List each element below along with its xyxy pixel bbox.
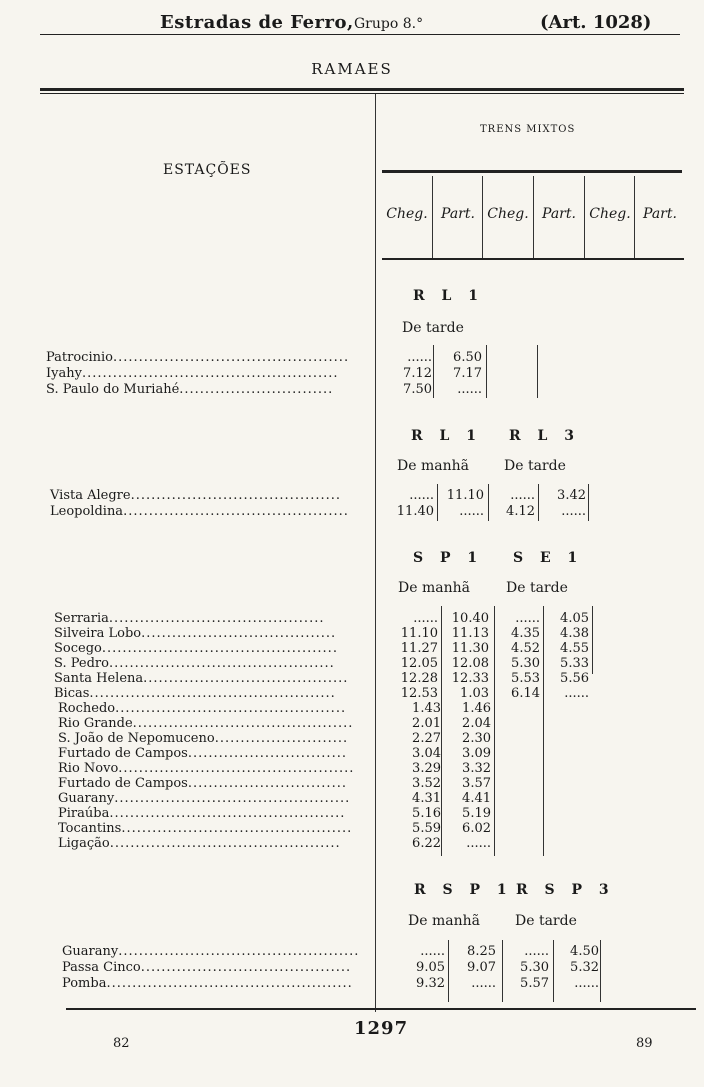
time-cell: 11.10 — [446, 488, 484, 503]
stations-divider — [375, 94, 376, 1012]
station-row — [62, 944, 359, 959]
column-divider — [634, 176, 635, 258]
time-cell: ...... — [407, 350, 432, 365]
leader-dots: ............................................ — [108, 656, 335, 671]
station-row — [58, 776, 347, 791]
time-cell: 4.50 — [570, 944, 599, 959]
station-name: Tocantins — [58, 821, 122, 836]
time-cell: 12.08 — [451, 656, 489, 671]
time-cell: 5.30 — [520, 960, 549, 975]
time-cell: 5.32 — [570, 960, 599, 975]
station-row — [58, 836, 341, 851]
station-row — [54, 641, 338, 656]
station-row — [46, 366, 339, 381]
time-cell: 3.29 — [412, 761, 441, 776]
column-divider — [432, 176, 433, 258]
station-row — [46, 350, 349, 365]
column-header-part-1: Part. — [441, 206, 475, 222]
time-cell: 5.33 — [560, 656, 589, 671]
time-cell: 7.17 — [453, 366, 482, 381]
leader-dots: .............................................. — [112, 350, 350, 365]
page-header — [0, 6, 704, 32]
leader-dots: .......................................... — [108, 611, 325, 626]
time-divider — [441, 606, 442, 856]
time-divider — [592, 606, 593, 674]
time-cell: 4.05 — [560, 611, 589, 626]
time-cell: 5.57 — [520, 976, 549, 991]
station-name: S. Pedro — [54, 656, 109, 671]
time-cell: 5.30 — [511, 656, 540, 671]
header-grupo: Grupo 8.° — [354, 16, 424, 32]
time-cell: 5.53 — [511, 671, 540, 686]
time-cell: 1.46 — [462, 701, 491, 716]
leader-dots: ............................................. — [115, 701, 347, 716]
header-title: Estradas de Ferro, — [160, 12, 354, 33]
station-name: Rochedo — [58, 701, 116, 716]
leader-dots: ............................... — [187, 746, 347, 761]
time-cell: 5.19 — [462, 806, 491, 821]
leader-dots: ................................................ — [89, 686, 336, 701]
time-divider — [538, 484, 539, 521]
time-cell: 4.31 — [412, 791, 441, 806]
train-period: De manhã — [398, 580, 470, 596]
time-cell: ...... — [524, 944, 549, 959]
time-cell: 6.14 — [511, 686, 540, 701]
train-period: De tarde — [515, 913, 577, 929]
time-cell: ...... — [574, 976, 599, 991]
leader-dots: ......................................... — [130, 488, 342, 503]
time-cell: 2.27 — [412, 731, 441, 746]
time-cell: 6.02 — [462, 821, 491, 836]
station-name: Serraria — [54, 611, 109, 626]
footer-right-number: 89 — [636, 1036, 653, 1051]
station-name: S. Paulo do Muriahé — [46, 382, 180, 397]
station-row — [54, 686, 336, 701]
stations-column-heading: ESTAÇÕES — [163, 162, 252, 178]
station-row — [54, 671, 348, 686]
leader-dots: .............................. — [179, 382, 334, 397]
station-row — [54, 626, 336, 641]
station-row — [58, 791, 350, 806]
header-rule — [40, 34, 680, 35]
station-row — [46, 382, 333, 397]
leader-dots: ........................................ — [143, 671, 349, 686]
column-divider — [482, 176, 483, 258]
train-period: De manhã — [397, 458, 469, 474]
time-cell: 12.33 — [451, 671, 489, 686]
leader-dots: .............................................. — [109, 806, 346, 821]
column-header-cheg-3: Cheg. — [589, 206, 631, 222]
leader-dots: ............................................. — [121, 821, 353, 836]
time-cell: 9.05 — [416, 960, 445, 975]
time-cell: 1.43 — [412, 701, 441, 716]
time-cell: ...... — [459, 504, 484, 519]
train-period: De tarde — [402, 320, 464, 336]
time-cell: 5.56 — [560, 671, 589, 686]
time-cell: 5.59 — [412, 821, 441, 836]
column-divider — [533, 176, 534, 258]
top-thin-rule — [40, 93, 684, 94]
train-code: S E 1 — [513, 550, 584, 566]
station-name: Leopoldina — [50, 504, 124, 519]
leader-dots: ............................................... — [118, 944, 360, 959]
column-header-part-2: Part. — [542, 206, 576, 222]
time-cell: 3.42 — [557, 488, 586, 503]
train-code: R L 1 — [413, 288, 484, 304]
station-name: Ligação — [58, 836, 110, 851]
leader-dots: .................................................. — [81, 366, 339, 381]
station-name: Vista Alegre — [50, 488, 131, 503]
time-cell: 11.10 — [400, 626, 438, 641]
time-cell: 7.12 — [403, 366, 432, 381]
trens-mixtos-heading: TRENS MIXTOS — [480, 124, 576, 135]
leader-dots: ................................................ — [106, 976, 353, 991]
station-row — [50, 488, 341, 503]
time-divider — [588, 484, 589, 521]
station-name: Furtado de Campos — [58, 776, 188, 791]
station-row — [58, 761, 354, 776]
time-divider — [600, 940, 601, 1002]
time-divider — [486, 345, 487, 398]
station-row — [58, 746, 347, 761]
time-cell: 4.41 — [462, 791, 491, 806]
station-row — [62, 976, 353, 991]
leader-dots: ...................................... — [141, 626, 337, 641]
time-cell: 1.03 — [460, 686, 489, 701]
time-cell: 4.55 — [560, 641, 589, 656]
time-divider — [502, 940, 503, 1002]
time-cell: 4.12 — [506, 504, 535, 519]
station-row — [58, 716, 353, 731]
time-divider — [437, 484, 438, 521]
time-cell: 4.35 — [511, 626, 540, 641]
time-cell: ...... — [515, 611, 540, 626]
station-name: Guarany — [62, 944, 119, 959]
train-period: De tarde — [506, 580, 568, 596]
trens-rule — [382, 170, 682, 173]
section-title: RAMAES — [311, 60, 393, 78]
time-cell: ...... — [471, 976, 496, 991]
train-code: R L 3 — [509, 428, 580, 444]
time-divider — [537, 345, 538, 398]
station-name: Santa Helena — [54, 671, 144, 686]
station-name: Bicas — [54, 686, 90, 701]
station-name: Socego — [54, 641, 102, 656]
time-cell: 4.52 — [511, 641, 540, 656]
column-header-cheg-1: Cheg. — [386, 206, 428, 222]
top-thick-rule — [40, 88, 684, 91]
time-cell: 2.01 — [412, 716, 441, 731]
time-cell: ...... — [420, 944, 445, 959]
train-code: R S P 3 — [516, 882, 615, 898]
time-cell: ...... — [457, 382, 482, 397]
station-name: Iyahy — [46, 366, 82, 381]
time-cell: ...... — [561, 504, 586, 519]
leader-dots: ........................................... — [132, 716, 354, 731]
time-cell: ...... — [466, 836, 491, 851]
colhead-rule — [382, 258, 684, 260]
time-cell: 12.28 — [400, 671, 438, 686]
station-name: S. João de Nepomuceno — [58, 731, 215, 746]
station-name: Guarany — [58, 791, 115, 806]
time-cell: 5.16 — [412, 806, 441, 821]
time-cell: 4.38 — [560, 626, 589, 641]
station-row — [58, 806, 345, 821]
time-divider — [543, 606, 544, 856]
time-cell: 11.30 — [451, 641, 489, 656]
time-cell: 2.30 — [462, 731, 491, 746]
leader-dots: ............................................ — [123, 504, 349, 519]
leader-dots: ............................................. — [109, 836, 341, 851]
time-cell: 2.04 — [462, 716, 491, 731]
station-row — [50, 504, 349, 519]
time-cell: ...... — [564, 686, 589, 701]
page-number: 1297 — [354, 1018, 409, 1039]
column-divider — [584, 176, 585, 258]
time-cell: 11.40 — [396, 504, 434, 519]
time-cell: 6.50 — [453, 350, 482, 365]
leader-dots: ............................... — [187, 776, 347, 791]
leader-dots: .............................................. — [101, 641, 338, 656]
column-header-part-3: Part. — [643, 206, 677, 222]
time-cell: ...... — [413, 611, 438, 626]
footer-left-number: 82 — [113, 1036, 130, 1051]
time-cell: 8.25 — [467, 944, 496, 959]
time-cell: ...... — [409, 488, 434, 503]
station-row — [58, 701, 346, 716]
train-period: De tarde — [504, 458, 566, 474]
station-row — [62, 960, 351, 975]
time-cell: 10.40 — [451, 611, 489, 626]
time-cell: 12.53 — [400, 686, 438, 701]
time-divider — [448, 940, 449, 1002]
time-cell: 3.09 — [462, 746, 491, 761]
station-name: Silveira Lobo — [54, 626, 142, 641]
train-period: De manhã — [408, 913, 480, 929]
station-row — [58, 821, 352, 836]
time-cell: ...... — [510, 488, 535, 503]
train-code: R S P 1 — [414, 882, 513, 898]
time-divider — [494, 606, 495, 856]
time-cell: 11.13 — [451, 626, 489, 641]
leader-dots: .......................... — [214, 731, 349, 746]
time-cell: 3.57 — [462, 776, 491, 791]
time-cell: 12.05 — [400, 656, 438, 671]
station-name: Patrocinio — [46, 350, 113, 365]
station-name: Rio Novo — [58, 761, 119, 776]
station-name: Rio Grande — [58, 716, 133, 731]
time-divider — [553, 940, 554, 1002]
station-name: Piraúba — [58, 806, 110, 821]
station-row — [54, 611, 324, 626]
time-divider — [433, 345, 434, 398]
column-header-cheg-2: Cheg. — [487, 206, 529, 222]
train-code: S P 1 — [413, 550, 484, 566]
time-divider — [488, 484, 489, 521]
leader-dots: .............................................. — [118, 761, 355, 776]
station-name: Passa Cinco — [62, 960, 141, 975]
time-cell: 9.32 — [416, 976, 445, 991]
leader-dots: ......................................... — [140, 960, 352, 975]
leader-dots: .............................................. — [114, 791, 351, 806]
bottom-rule — [66, 1008, 696, 1010]
time-cell: 3.52 — [412, 776, 441, 791]
station-row — [54, 656, 335, 671]
time-cell: 11.27 — [400, 641, 438, 656]
station-name: Pomba — [62, 976, 107, 991]
time-cell: 7.50 — [403, 382, 432, 397]
time-cell: 6.22 — [412, 836, 441, 851]
station-row — [58, 731, 348, 746]
train-code: R L 1 — [411, 428, 482, 444]
header-article: (Art. 1028) — [540, 12, 652, 33]
time-cell: 9.07 — [467, 960, 496, 975]
time-cell: 3.32 — [462, 761, 491, 776]
time-cell: 3.04 — [412, 746, 441, 761]
station-name: Furtado de Campos — [58, 746, 188, 761]
